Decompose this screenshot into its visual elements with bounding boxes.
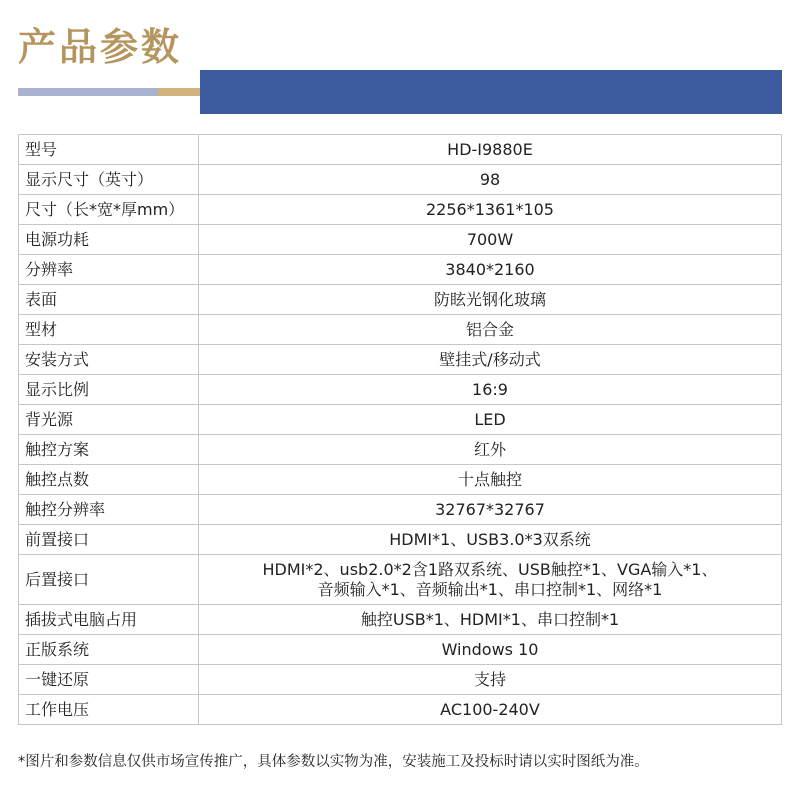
spec-label: 后置接口 xyxy=(19,555,199,605)
spec-row-front-ports xyxy=(19,525,782,555)
spec-value: 十点触控 xyxy=(199,465,782,495)
decorative-bar-gold xyxy=(158,88,200,96)
spec-label: 插拔式电脑占用 xyxy=(19,605,199,635)
decorative-bar-blue xyxy=(200,70,782,114)
spec-value: 32767*32767 xyxy=(199,495,782,525)
spec-row-voltage xyxy=(19,695,782,725)
spec-value: 98 xyxy=(199,165,782,195)
spec-row-frame-material xyxy=(19,315,782,345)
spec-row-model xyxy=(19,135,782,165)
spec-value: 防眩光钢化玻璃 xyxy=(199,285,782,315)
spec-value: 3840*2160 xyxy=(199,255,782,285)
spec-label: 分辨率 xyxy=(19,255,199,285)
spec-value xyxy=(199,555,782,605)
spec-row-display-size xyxy=(19,165,782,195)
spec-label: 安装方式 xyxy=(19,345,199,375)
spec-table xyxy=(18,134,782,725)
page-title: 产品参数 xyxy=(18,25,183,69)
spec-value: 红外 xyxy=(199,435,782,465)
spec-value: Windows 10 xyxy=(199,635,782,665)
spec-value: 支持 xyxy=(199,665,782,695)
spec-row-aspect-ratio xyxy=(19,375,782,405)
spec-value: 铝合金 xyxy=(199,315,782,345)
spec-value-line: 音频输入*1、音频输出*1、串口控制*1、网络*1 xyxy=(317,579,663,599)
spec-value: 2256*1361*105 xyxy=(199,195,782,225)
spec-label: 型材 xyxy=(19,315,199,345)
spec-row-ops-pc-usage xyxy=(19,605,782,635)
spec-label: 型号 xyxy=(19,135,199,165)
spec-label: 电源功耗 xyxy=(19,225,199,255)
spec-label: 触控方案 xyxy=(19,435,199,465)
decorative-bar-light xyxy=(18,88,158,96)
spec-row-dimensions xyxy=(19,195,782,225)
spec-value: LED xyxy=(199,405,782,435)
spec-row-touch-solution xyxy=(19,435,782,465)
spec-row-os xyxy=(19,635,782,665)
spec-row-power xyxy=(19,225,782,255)
spec-row-one-key-restore xyxy=(19,665,782,695)
spec-label: 前置接口 xyxy=(19,525,199,555)
spec-value-line: HDMI*2、usb2.0*2含1路双系统、USB触控*1、VGA输入*1、 xyxy=(262,559,718,579)
spec-row-touch-resolution xyxy=(19,495,782,525)
spec-value: 触控USB*1、HDMI*1、串口控制*1 xyxy=(199,605,782,635)
spec-row-rear-ports xyxy=(19,555,782,605)
spec-value: HDMI*1、USB3.0*3双系统 xyxy=(199,525,782,555)
spec-label: 触控点数 xyxy=(19,465,199,495)
footnote: *图片和参数信息仅供市场宣传推广，具体参数以实物为准，安装施工及投标时请以实时图纸为准。 xyxy=(18,754,649,770)
spec-value: 16:9 xyxy=(199,375,782,405)
spec-value: 700W xyxy=(199,225,782,255)
spec-row-resolution xyxy=(19,255,782,285)
spec-label: 显示尺寸（英寸） xyxy=(19,165,199,195)
spec-row-surface xyxy=(19,285,782,315)
spec-value: AC100-240V xyxy=(199,695,782,725)
spec-label: 显示比例 xyxy=(19,375,199,405)
spec-row-installation xyxy=(19,345,782,375)
spec-label: 正版系统 xyxy=(19,635,199,665)
spec-value: HD-I9880E xyxy=(199,135,782,165)
spec-value: 壁挂式/移动式 xyxy=(199,345,782,375)
spec-label: 表面 xyxy=(19,285,199,315)
spec-row-touch-points xyxy=(19,465,782,495)
spec-label: 一键还原 xyxy=(19,665,199,695)
spec-label: 工作电压 xyxy=(19,695,199,725)
spec-label: 触控分辨率 xyxy=(19,495,199,525)
spec-row-backlight xyxy=(19,405,782,435)
spec-label: 尺寸（长*宽*厚mm） xyxy=(19,195,199,225)
spec-label: 背光源 xyxy=(19,405,199,435)
